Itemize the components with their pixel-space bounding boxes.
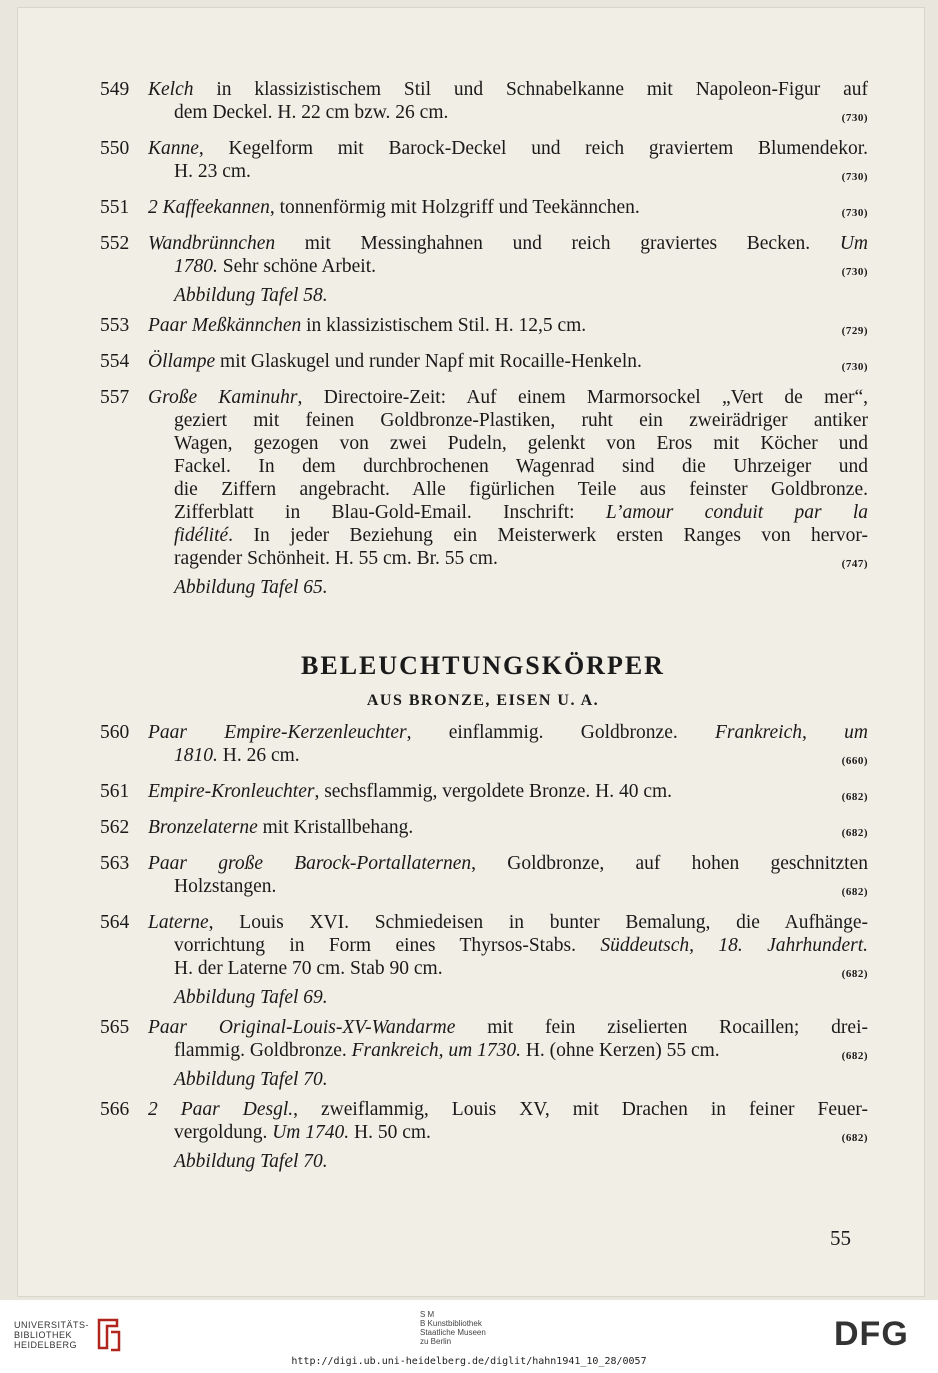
- entry-line: [148, 137, 868, 160]
- line-text: [174, 525, 868, 546]
- line-text: [174, 935, 868, 956]
- line-text: [148, 912, 868, 933]
- catalog-entry: [98, 780, 868, 809]
- reference-number: (747): [841, 558, 868, 570]
- entry-text: [148, 232, 868, 307]
- text-segment: in klassizistischem Stil. H. 12,5 cm.: [301, 315, 587, 336]
- italic-segment: Abbildung Tafel 65.: [174, 577, 328, 598]
- text-segment: H. 50 cm.: [349, 1122, 431, 1143]
- entry-line: [148, 875, 868, 904]
- catalog-entry: [98, 350, 868, 379]
- italic-segment: Große Kaminuhr: [148, 387, 298, 408]
- text-segment: H. der Laterne 70 cm. Stab 90 cm.: [174, 958, 443, 979]
- entry-line: [148, 196, 868, 225]
- italic-segment: fidélité: [174, 525, 229, 546]
- entry-number: 551: [100, 197, 130, 218]
- line-text: [174, 255, 376, 284]
- entry-text: [148, 78, 868, 130]
- line-text: [148, 387, 868, 408]
- reference-number: (682): [841, 791, 868, 803]
- line-text: [174, 479, 868, 500]
- entry-line: [148, 1039, 868, 1068]
- line-text: [148, 1017, 868, 1038]
- italic-segment: Abbildung Tafel 70.: [174, 1151, 328, 1172]
- footer-bar: [0, 1300, 938, 1373]
- line-text: [148, 816, 413, 845]
- italic-segment: Frankreich, um: [715, 722, 868, 743]
- reference-number: (730): [841, 361, 868, 373]
- catalog-entry: [98, 816, 868, 845]
- text-segment: H. 26 cm.: [217, 745, 300, 766]
- reference-number: (682): [841, 886, 868, 898]
- italic-segment: Paar Meßkännchen: [148, 315, 302, 336]
- entry-line: [148, 455, 868, 478]
- text-segment: die Ziffern angebracht. Alle figürlichen Teile aus feinster Goldbronze.: [174, 479, 868, 500]
- italic-segment: Paar Original-Louis-XV-Wandarme: [148, 1017, 456, 1038]
- line-text: [174, 456, 868, 477]
- catalog-entry: [98, 1016, 868, 1091]
- reference-number: (730): [841, 207, 868, 219]
- italic-segment: Paar große Barock-Portallaternen: [148, 853, 472, 874]
- line-text: [174, 875, 276, 904]
- line-text: [148, 196, 640, 225]
- text-segment: Fackel. In dem durchbrochenen Wagenrad sind die Uhrzeiger und: [174, 456, 868, 477]
- text-segment: in klassizistischem Stil und Schnabelkanne mit Napoleon-Figur auf: [193, 79, 868, 100]
- catalog-entry: [98, 78, 868, 130]
- reference-number: (682): [841, 968, 868, 980]
- catalog-entry: [98, 386, 868, 599]
- text-segment: . In jeder Beziehung ein Meisterwerk ersten Ranges von hervor-: [228, 525, 868, 546]
- entry-line: [148, 911, 868, 934]
- entry-number: 550: [100, 138, 130, 159]
- italic-segment: Süddeutsch, 18. Jahrhundert.: [600, 935, 868, 956]
- entry-number: 563: [100, 853, 130, 874]
- italic-segment: Frankreich, um 1730.: [351, 1040, 521, 1061]
- line-text: [174, 1151, 328, 1172]
- entry-text: [148, 196, 868, 225]
- line-text: [148, 233, 868, 254]
- entry-line: [148, 524, 868, 547]
- text-segment: , Directoire-Zeit: Auf einem Marmorsockel „Vert de mer“,: [297, 387, 869, 408]
- reference-number: (682): [841, 1132, 868, 1144]
- text-segment: mit fein ziselierten Rocaillen; drei-: [455, 1017, 868, 1038]
- university-emblem-icon: [95, 1318, 121, 1352]
- text-segment: H. 23 cm.: [174, 161, 251, 182]
- entry-text: [148, 721, 868, 773]
- reference-number: (730): [841, 112, 868, 124]
- italic-segment: Um: [839, 233, 868, 254]
- catalog-entry: [98, 232, 868, 307]
- section-title: BELEUCHTUNGSKÖRPER: [301, 651, 665, 680]
- line-text: [174, 285, 328, 306]
- line-text: [174, 410, 868, 431]
- text-segment: geziert mit feinen Goldbronze-Plastiken, ruht ein zweirädriger antiker: [174, 410, 868, 431]
- entry-text: [148, 780, 868, 809]
- text-segment: , zweiflammig, Louis XV, mit Drachen in feiner Feuer-: [293, 1099, 868, 1120]
- text-segment: Wagen, gezogen von zwei Pudeln, gelenkt von Eros mit Köcher und: [174, 433, 868, 454]
- catalog-entry: [98, 852, 868, 904]
- entry-line: [148, 78, 868, 101]
- entry-line: [148, 780, 868, 809]
- italic-segment: Kanne: [148, 138, 199, 159]
- catalog-entry: [98, 314, 868, 343]
- italic-segment: Abbildung Tafel 70.: [174, 1069, 328, 1090]
- line-text: [174, 1069, 328, 1090]
- italic-segment: Bronzelaterne: [148, 817, 258, 838]
- text-segment: , tonnenförmig mit Holzgriff und Teekännchen.: [269, 197, 640, 218]
- line-text: [174, 987, 328, 1008]
- entry-line: [148, 547, 868, 576]
- text-segment: vergoldung.: [174, 1122, 273, 1143]
- catalog-content: [98, 78, 868, 1180]
- line-text: [148, 780, 672, 809]
- entry-line: [148, 576, 868, 599]
- line-text: [148, 722, 868, 743]
- line-text: [174, 433, 868, 454]
- entry-line: [148, 350, 868, 379]
- entry-text: [148, 816, 868, 845]
- text-segment: flammig. Goldbronze.: [174, 1040, 352, 1061]
- italic-segment: 1780.: [174, 256, 218, 277]
- entry-number: 557: [100, 387, 130, 408]
- catalog-entry: [98, 721, 868, 773]
- italic-segment: Laterne: [148, 912, 209, 933]
- entry-number: 553: [100, 315, 130, 336]
- page-number: 55: [830, 1226, 851, 1250]
- entry-line: [148, 957, 868, 986]
- entry-line: [148, 409, 868, 432]
- entry-number: 560: [100, 722, 130, 743]
- catalog-entry: [98, 137, 868, 189]
- university-name: UNIVERSITÄTS- BIBLIOTHEK HEIDELBERG: [14, 1320, 90, 1350]
- museum-stamp: S M B Kunstbibliothek Staatliche Museen zu Berlin: [420, 1310, 486, 1346]
- line-text: [148, 350, 642, 379]
- reference-number: (730): [841, 266, 868, 278]
- entry-line: [148, 721, 868, 744]
- catalog-entry: [98, 911, 868, 1009]
- text-segment: , sechsflammig, vergoldete Bronze. H. 40 cm.: [314, 781, 673, 802]
- entry-line: [148, 1150, 868, 1173]
- entry-line: [148, 934, 868, 957]
- scanned-page: [18, 8, 924, 1296]
- italic-segment: Paar Empire-Kerzenleuchter: [148, 722, 407, 743]
- catalog-entry: [98, 196, 868, 225]
- entry-line: [148, 1068, 868, 1091]
- italic-segment: Kelch: [148, 79, 194, 100]
- entry-line: [148, 160, 868, 189]
- text-segment: dem Deckel. H. 22 cm bzw. 26 cm.: [174, 102, 449, 123]
- entry-text: [148, 386, 868, 599]
- line-text: [174, 744, 300, 773]
- text-segment: , Kegelform mit Barock-Deckel und reich graviertem Blumendekor.: [198, 138, 868, 159]
- line-text: [148, 138, 868, 159]
- line-text: [174, 502, 868, 523]
- catalog-entry: [98, 1098, 868, 1173]
- entry-line: [148, 386, 868, 409]
- entry-line: [148, 744, 868, 773]
- entry-line: [148, 852, 868, 875]
- text-segment: Zifferblatt in Blau-Gold-Email. Inschrift:: [174, 502, 606, 523]
- entry-number: 565: [100, 1017, 130, 1038]
- reference-number: (730): [841, 171, 868, 183]
- dfg-logo: DFG: [834, 1315, 909, 1353]
- university-logo: [14, 1318, 121, 1352]
- entry-text: [148, 852, 868, 904]
- entry-line: [148, 501, 868, 524]
- italic-segment: Abbildung Tafel 58.: [174, 285, 328, 306]
- line-text: [148, 853, 868, 874]
- reference-number: (682): [841, 1050, 868, 1062]
- entry-number: 561: [100, 781, 130, 802]
- entry-line: [148, 986, 868, 1009]
- entry-number: 552: [100, 233, 130, 254]
- entry-text: [148, 137, 868, 189]
- permalink-url[interactable]: http://digi.ub.uni-heidelberg.de/diglit/hahn1941_10_28/0057: [291, 1356, 647, 1367]
- text-segment: , Goldbronze, auf hohen geschnitzten: [471, 853, 868, 874]
- text-segment: Sehr schöne Arbeit.: [217, 256, 377, 277]
- italic-segment: 2 Kaffeekannen: [148, 197, 270, 218]
- line-text: [174, 1039, 720, 1068]
- italic-segment: Abbildung Tafel 69.: [174, 987, 328, 1008]
- entries-top: [98, 78, 868, 599]
- italic-segment: Wandbrünnchen: [148, 233, 276, 254]
- entry-text: [148, 1098, 868, 1173]
- reference-number: (660): [841, 755, 868, 767]
- text-segment: mit Glaskugel und runder Napf mit Rocaille-Henkeln.: [215, 351, 642, 372]
- reference-number: (729): [841, 325, 868, 337]
- line-text: [174, 957, 443, 986]
- italic-segment: Öllampe: [148, 351, 216, 372]
- entry-line: [148, 284, 868, 307]
- line-text: [174, 577, 328, 598]
- line-text: [148, 79, 868, 100]
- italic-segment: 1810.: [174, 745, 218, 766]
- entry-number: 564: [100, 912, 130, 933]
- entry-line: [148, 232, 868, 255]
- italic-segment: Empire-Kronleuchter: [148, 781, 315, 802]
- line-text: [174, 101, 448, 130]
- italic-segment: L’amour conduit par la: [605, 502, 868, 523]
- entry-line: [148, 1098, 868, 1121]
- line-text: [174, 547, 498, 576]
- text-segment: ragender Schönheit. H. 55 cm. Br. 55 cm.: [174, 548, 498, 569]
- reference-number: (682): [841, 827, 868, 839]
- text-segment: mit Messinghahnen und reich graviertes Becken.: [275, 233, 840, 254]
- line-text: [174, 160, 251, 189]
- entry-text: [148, 350, 868, 379]
- entry-line: [148, 1016, 868, 1039]
- entry-number: 566: [100, 1099, 130, 1120]
- entry-text: [148, 1016, 868, 1091]
- text-segment: , einflammig. Goldbronze.: [406, 722, 715, 743]
- italic-segment: Um 1740.: [272, 1122, 350, 1143]
- italic-segment: 2 Paar Desgl.: [148, 1099, 294, 1120]
- entry-line: [148, 314, 868, 343]
- entry-text: [148, 314, 868, 343]
- text-segment: vorrichtung in Form eines Thyrsos-Stabs.: [174, 935, 601, 956]
- entry-line: [148, 816, 868, 845]
- entry-number: 562: [100, 817, 130, 838]
- text-segment: Holzstangen.: [174, 876, 277, 897]
- entry-text: [148, 911, 868, 1009]
- entry-line: [148, 1121, 868, 1150]
- entry-line: [148, 255, 868, 284]
- entries-bottom: [98, 721, 868, 1173]
- entry-number: 549: [100, 79, 130, 100]
- entry-line: [148, 478, 868, 501]
- section-subtitle: AUS BRONZE, EISEN U. A.: [366, 692, 600, 709]
- line-text: [148, 1099, 868, 1120]
- text-segment: , Louis XVI. Schmiedeisen in bunter Bemalung, die Aufhänge-: [208, 912, 868, 933]
- text-segment: H. (ohne Kerzen) 55 cm.: [520, 1040, 720, 1061]
- text-segment: mit Kristallbehang.: [257, 817, 414, 838]
- line-text: [148, 314, 586, 343]
- line-text: [174, 1121, 431, 1150]
- entry-number: 554: [100, 351, 130, 372]
- entry-line: [148, 432, 868, 455]
- entry-line: [148, 101, 868, 130]
- section-heading: [98, 651, 868, 711]
